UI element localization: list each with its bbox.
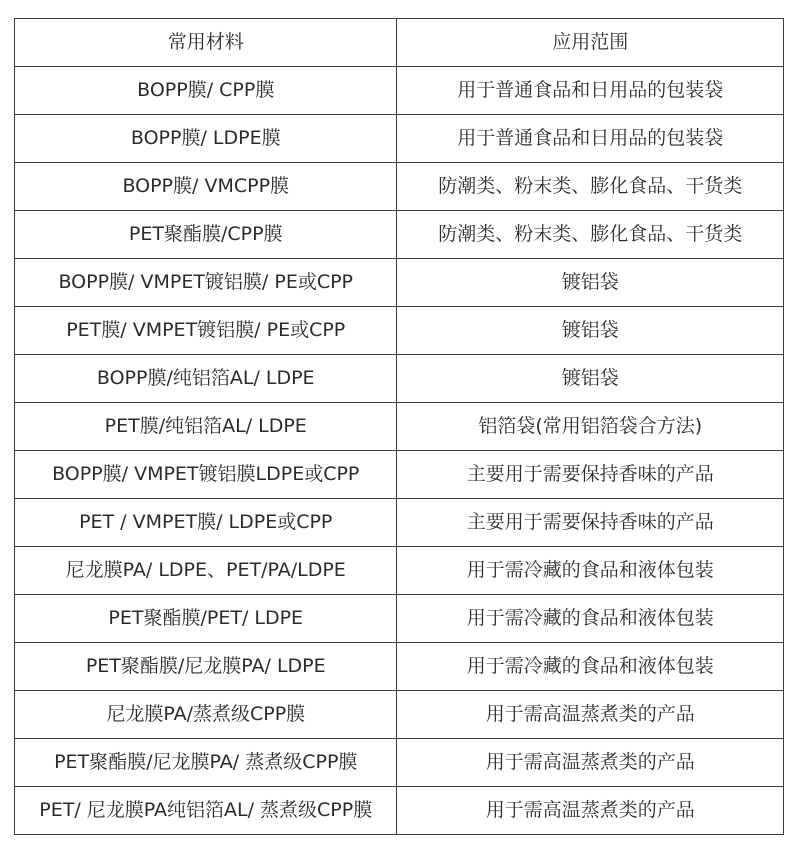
- material-cell: PET聚酯膜/尼龙膜PA/ 蒸煮级CPP膜: [15, 739, 397, 787]
- material-cell: BOPP膜/ VMPET镀铝膜LDPE或CPP: [15, 451, 397, 499]
- usage-cell: 铝箔袋(常用铝箔袋合方法): [397, 403, 784, 451]
- material-cell: PET/ 尼龙膜PA纯铝箔AL/ 蒸煮级CPP膜: [15, 787, 397, 835]
- table-row: [15, 307, 784, 355]
- material-cell: BOPP膜/ VMPET镀铝膜/ PE或CPP: [15, 259, 397, 307]
- usage-cell: 防潮类、粉末类、膨化食品、干货类: [397, 163, 784, 211]
- usage-cell: 用于需冷藏的食品和液体包装: [397, 547, 784, 595]
- usage-cell: 用于需冷藏的食品和液体包装: [397, 595, 784, 643]
- table-row: [15, 499, 784, 547]
- usage-cell: 防潮类、粉末类、膨化食品、干货类: [397, 211, 784, 259]
- usage-cell: 用于普通食品和日用品的包装袋: [397, 115, 784, 163]
- table-row: [15, 115, 784, 163]
- usage-cell: 用于需高温蒸煮类的产品: [397, 691, 784, 739]
- table-row: [15, 691, 784, 739]
- table-row: [15, 403, 784, 451]
- usage-cell: 主要用于需要保持香味的产品: [397, 451, 784, 499]
- table-row: [15, 67, 784, 115]
- material-cell: 尼龙膜PA/ LDPE、PET/PA/LDPE: [15, 547, 397, 595]
- table-row: [15, 259, 784, 307]
- material-cell: PET膜/ VMPET镀铝膜/ PE或CPP: [15, 307, 397, 355]
- usage-cell: 用于需高温蒸煮类的产品: [397, 787, 784, 835]
- materials-table: [14, 18, 784, 835]
- material-cell: 尼龙膜PA/蒸煮级CPP膜: [15, 691, 397, 739]
- material-cell: BOPP膜/纯铝箔AL/ LDPE: [15, 355, 397, 403]
- table-row: [15, 211, 784, 259]
- usage-cell: 镀铝袋: [397, 259, 784, 307]
- usage-cell: 用于普通食品和日用品的包装袋: [397, 67, 784, 115]
- table-row: [15, 739, 784, 787]
- material-cell: PET膜/纯铝箔AL/ LDPE: [15, 403, 397, 451]
- usage-cell: 镀铝袋: [397, 307, 784, 355]
- table-body: [15, 67, 784, 835]
- table-row: [15, 787, 784, 835]
- usage-cell: 镀铝袋: [397, 355, 784, 403]
- usage-cell: 主要用于需要保持香味的产品: [397, 499, 784, 547]
- material-cell: BOPP膜/ LDPE膜: [15, 115, 397, 163]
- table-row: [15, 643, 784, 691]
- header-material: 常用材料: [15, 19, 397, 67]
- table-row: [15, 595, 784, 643]
- table-row: [15, 163, 784, 211]
- material-cell: PET聚酯膜/尼龙膜PA/ LDPE: [15, 643, 397, 691]
- material-cell: PET聚酯膜/CPP膜: [15, 211, 397, 259]
- table-row: [15, 547, 784, 595]
- material-cell: PET / VMPET膜/ LDPE或CPP: [15, 499, 397, 547]
- header-usage: 应用范围: [397, 19, 784, 67]
- material-cell: PET聚酯膜/PET/ LDPE: [15, 595, 397, 643]
- usage-cell: 用于需冷藏的食品和液体包装: [397, 643, 784, 691]
- table-row: [15, 451, 784, 499]
- usage-cell: 用于需高温蒸煮类的产品: [397, 739, 784, 787]
- material-cell: BOPP膜/ CPP膜: [15, 67, 397, 115]
- material-cell: BOPP膜/ VMCPP膜: [15, 163, 397, 211]
- table-header-row: [15, 19, 784, 67]
- table-row: [15, 355, 784, 403]
